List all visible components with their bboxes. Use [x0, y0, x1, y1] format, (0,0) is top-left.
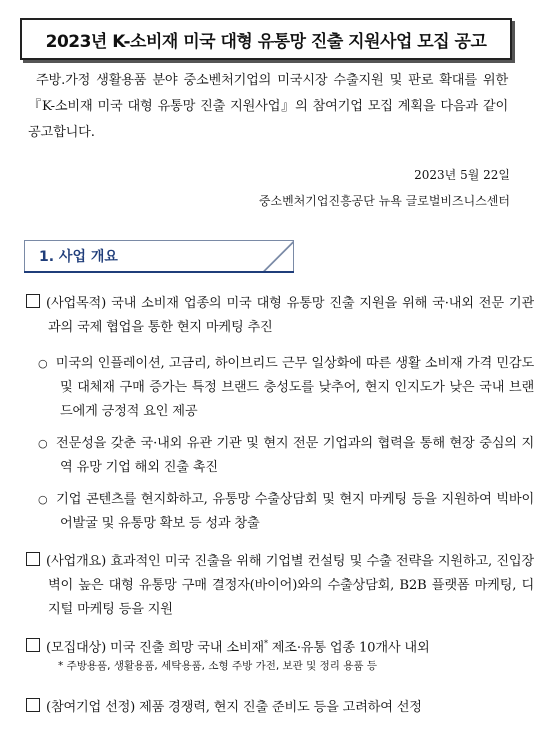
circle-text-3: 기업 콘텐츠를 현지화하고, 유통망 수출상담회 및 현지 마케팅 등을 지원하여 빅바이어발굴 및 유통망 확보 등 성과 창출 [56, 492, 534, 531]
selection-item [26, 696, 512, 720]
notice-title: 2023년 K-소비재 미국 대형 유통망 진출 지원사업 모집 공고 [45, 31, 487, 52]
checkbox-square-icon [26, 638, 40, 652]
checkbox-square-icon [26, 294, 40, 308]
notice-title-box [20, 18, 512, 60]
selection-text: (참여기업 선정) 제품 경쟁력, 현지 진출 준비도 등을 고려하여 선정 [46, 700, 422, 715]
section-title: 1. 사업 개요 [39, 249, 118, 265]
circle-bullet-icon: ○ [38, 493, 49, 506]
circle-text-1: 미국의 인플레이션, 고금리, 하이브리드 근무 일상화에 따른 생활 소비재 가격 민감도 및 대체재 구매 증가는 특정 브랜드 충성도를 낮추어, 현지 인지도가 낮은 국내 브랜드에게 긍정적 요인 제공 [55, 356, 534, 419]
checkbox-square-icon [26, 698, 40, 712]
target-text-b: 제조·유통 업종 10개사 내외 [267, 640, 430, 656]
circle-item-1 [38, 352, 534, 424]
section-underline [24, 271, 294, 273]
section-header-overview [24, 240, 294, 272]
section-header-decoration [263, 241, 293, 272]
circle-item-2 [38, 432, 534, 480]
issuing-organization: 중소벤처기업진흥공단 뉴욕 글로벌비즈니스센터 [258, 194, 510, 208]
overview-text: (사업개요) 효과적인 미국 진출을 위해 기업별 컨설팅 및 수출 전략을 지원하고, 진입장벽이 높은 대형 유통망 구매 결정자(바이어)와의 수출상담회, B2B 플랫폼 마케팅, 디지털 마케팅 등을 지원 [46, 554, 534, 617]
intro-paragraph: 주방.가정 생활용품 분야 중소벤처기업의 미국시장 수출지원 및 판로 확대를 위한『K-소비재 미국 대형 유통망 진출 지원사업』의 참여기업 모집 계획을 다음과 같이 공고합니다. [28, 73, 508, 140]
target-footnote: * 주방용품, 생활용품, 세탁용품, 소형 주방 가전, 보관 및 정리 용품 등 [58, 660, 378, 672]
overview-item [26, 550, 534, 622]
notice-date: 2023년 5월 22일 [414, 168, 510, 182]
purpose-text: (사업목적) 국내 소비재 업종의 미국 대형 유통망 진출 지원을 위해 국·내외 전문 기관과의 국제 협업을 통한 현지 마케팅 추진 [46, 296, 534, 335]
target-text-a: (모집대상) 미국 진출 희망 국내 소비재 [46, 640, 264, 656]
purpose-item [26, 292, 534, 340]
checkbox-square-icon [26, 552, 40, 566]
circle-text-2: 전문성을 갖춘 국·내외 유관 기관 및 현지 전문 기업과의 협력을 통해 현장 중심의 지역 유망 기업 해외 진출 촉진 [56, 436, 534, 475]
circle-bullet-icon: ○ [38, 357, 48, 370]
target-footnote-mark: * [263, 639, 268, 648]
circle-item-3 [38, 488, 534, 536]
circle-bullet-icon: ○ [38, 437, 49, 450]
target-item [26, 632, 512, 660]
